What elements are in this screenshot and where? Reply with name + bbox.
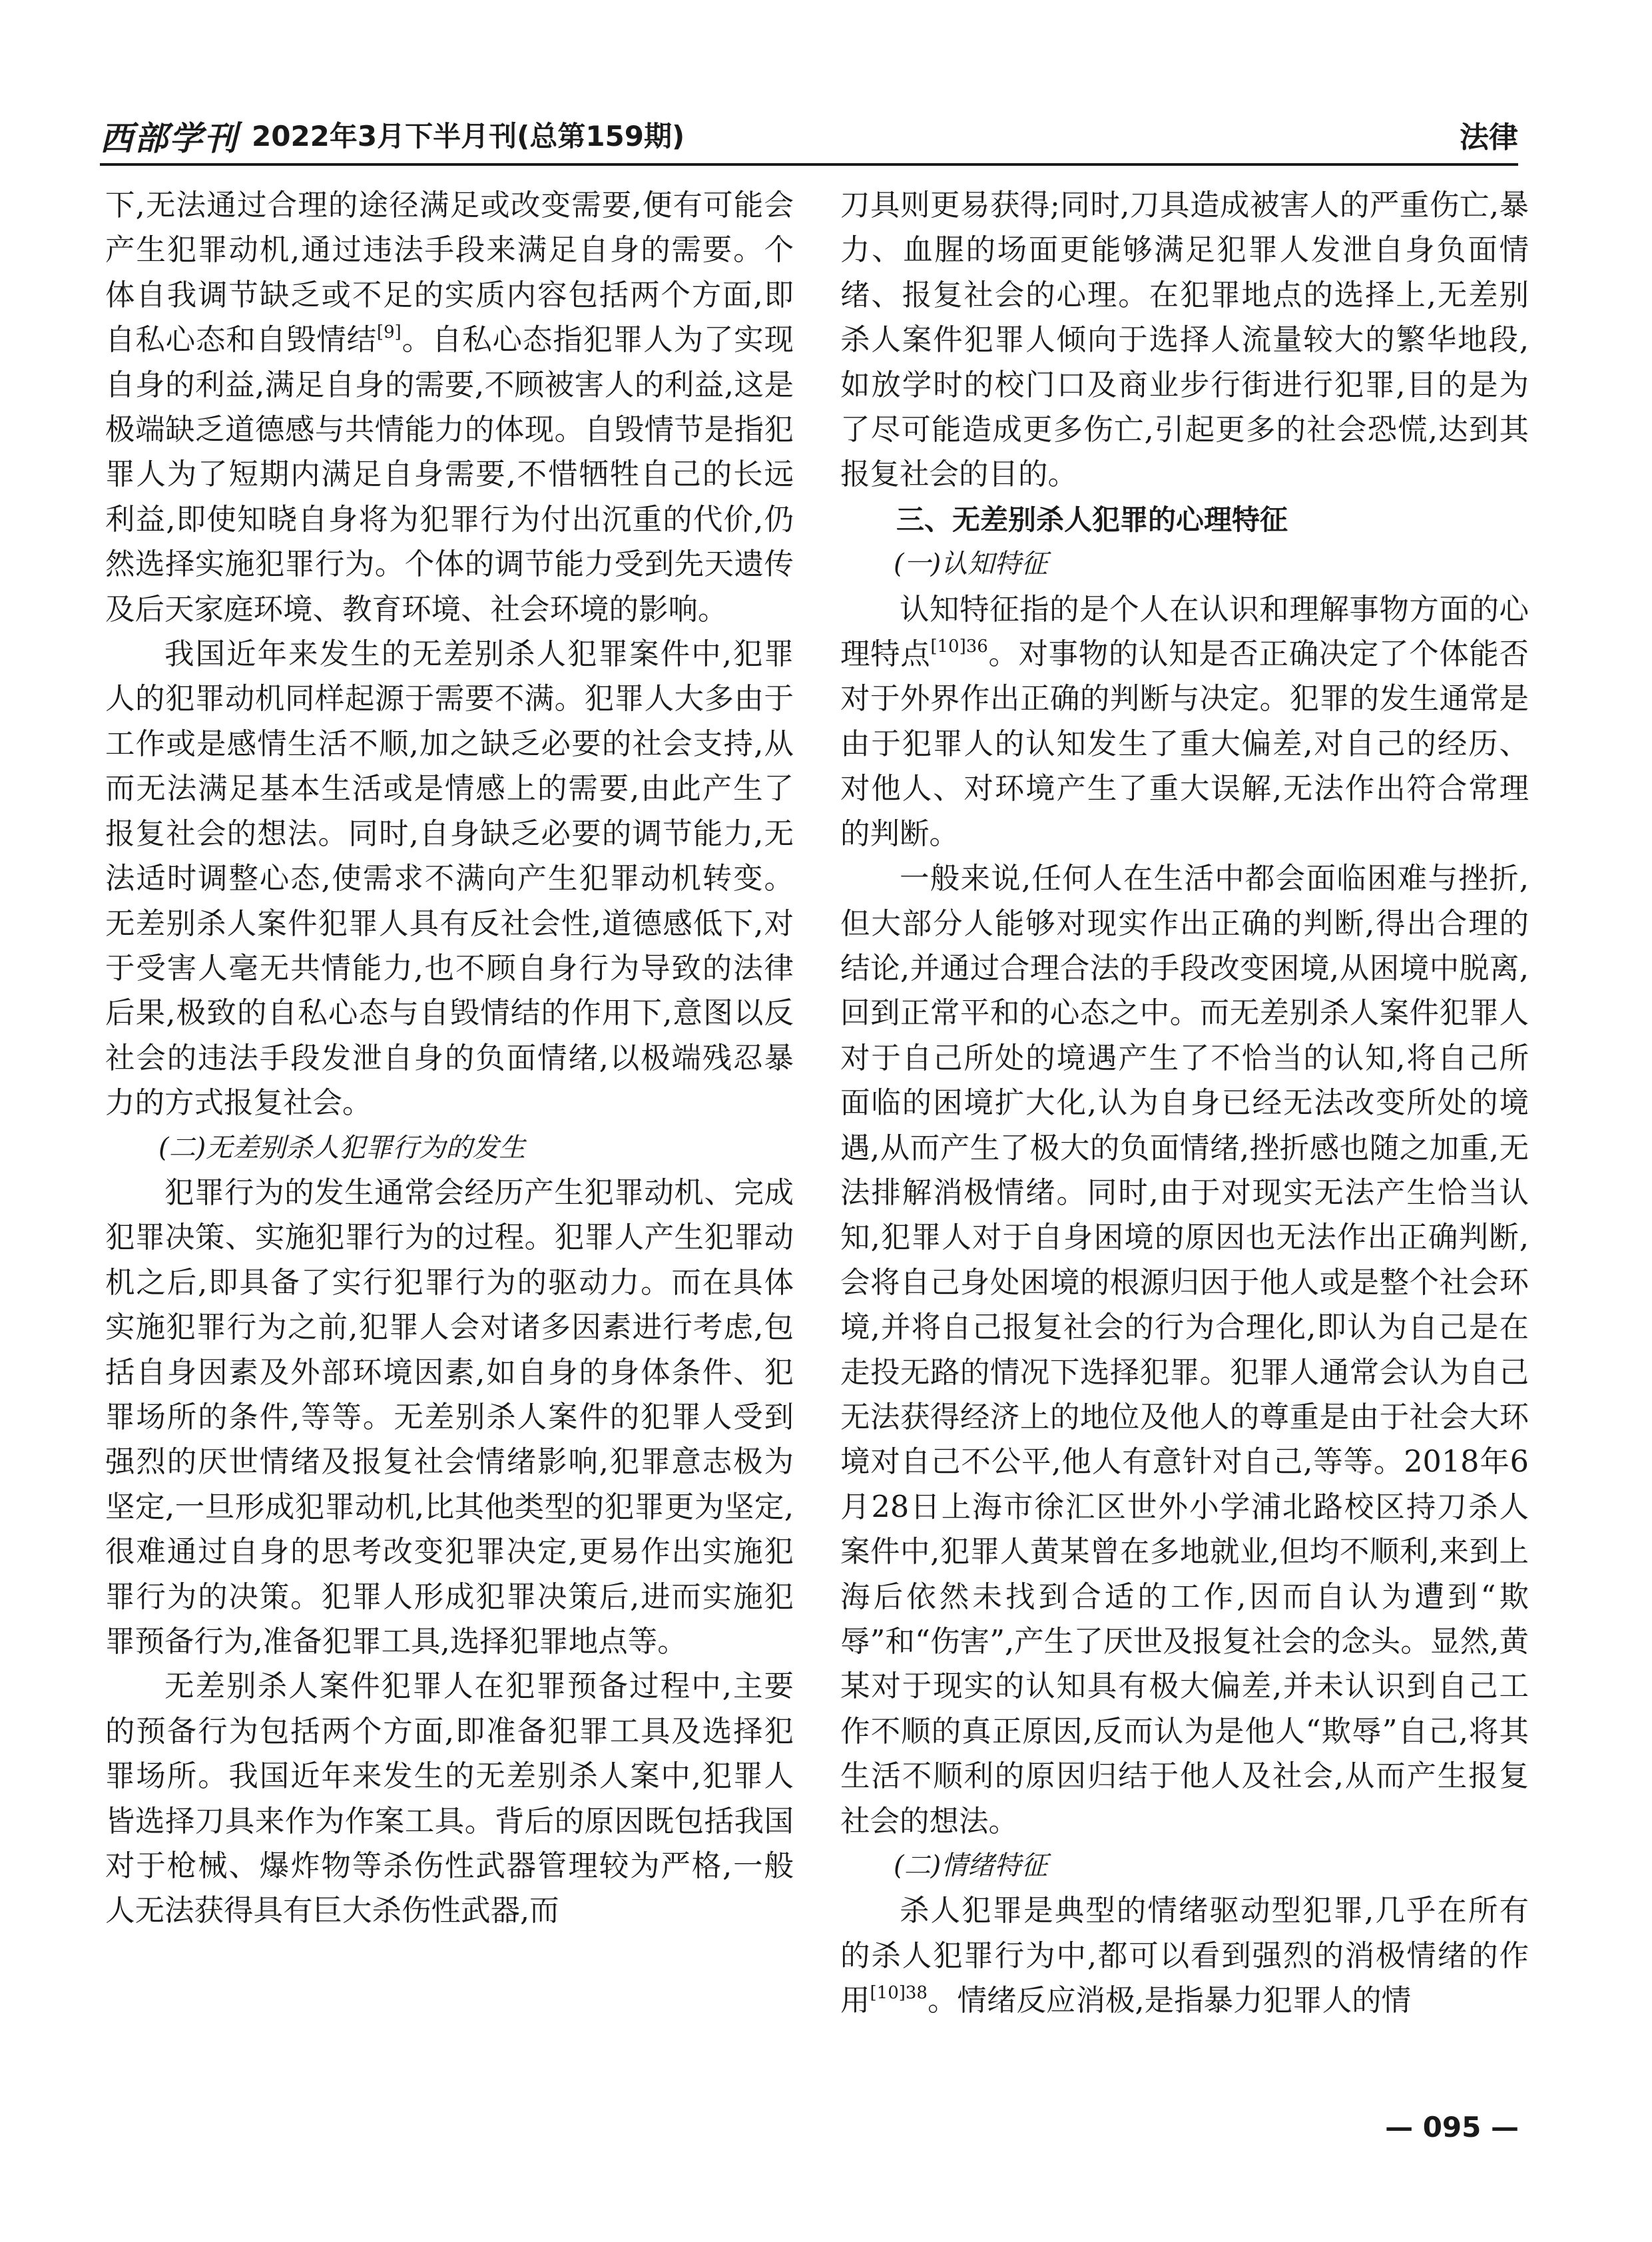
issue-info: 2022年3月下半月刊(总第159期) [252, 120, 685, 152]
paragraph: 犯罪行为的发生通常会经历产生犯罪动机、完成犯罪决策、实施犯罪行为的过程。犯罪人产生犯罪动机之后,即具备了实行犯罪行为的驱动力。而在具体实施犯罪行为之前,犯罪人会对诸多因素进行考虑,包括自身因素及外部环境因素,如自身的身体条件、犯罪场所的条件,等等。无差别杀人案件的犯罪人受到强烈的厌世情绪及报复社会情绪影响,犯罪意志极为坚定,一旦形成犯罪动机,比其他类型的犯罪更为坚定,很难通过自身的思考改变犯罪决定,更易作出实施犯罪行为的决策。犯罪人形成犯罪决策后,进而实施犯罪预备行为,准备犯罪工具,选择犯罪地点等。 [105, 1175, 794, 1659]
subsection-heading: (一)认知特征 [894, 549, 1048, 580]
citation: [10]38 [870, 1983, 928, 2004]
page-header [100, 100, 1518, 166]
header-divider [100, 163, 1518, 166]
section-heading: 三、无差别杀人犯罪的心理特征 [896, 503, 1288, 536]
paragraph: 杀人犯罪是典型的情绪驱动型犯罪,几乎在所有的杀人犯罪行为中,都可以看到强烈的消极情绪的作用$^{[10]38}$。情绪反应消极,是指暴力犯罪人的情 [840, 1894, 1529, 2018]
journal-logo: 西部学刊 [100, 119, 238, 158]
citation: [9] [376, 322, 402, 343]
left-column [105, 183, 794, 1934]
page-number: — 095 — [1385, 2111, 1519, 2143]
subsection-heading: (二)无差别杀人犯罪行为的发生 [158, 1132, 526, 1163]
paragraph: 认知特征指的是个人在认识和理解事物方面的心理特点$^{[10]36}$。对事物的认知是否正确决定了个体能否对于外界作出正确的判断与决定。犯罪的发生通常是由于犯罪人的认知发生了重大偏差,对自己的经历、对他人、对环境产生了重大误解,无法作出符合常理的判断。 [840, 592, 1529, 851]
subsection-heading: (二)情绪特征 [894, 1850, 1048, 1882]
paragraph: 下,无法通过合理的途径满足或改变需要,便有可能会产生犯罪动机,通过违法手段来满足自身的需要。个体自我调节缺乏或不足的实质内容包括两个方面,即自私心态和自毁情结[9]。自私心态指犯罪人为了实现自身的利益,满足自身的需要,不顾被害人的利益,这是极端缺乏道德感与共情能力的体现。自毁情节是指犯罪人为了短期内满足自身需要,不惜牺牲自己的长远利益,即使知晓自身将为犯罪行为付出沉重的代价,仍然选择实施犯罪行为。个体的调节能力受到先天遗传及后天家庭环境、教育环境、社会环境的影响。 [105, 188, 794, 627]
right-column [840, 183, 1529, 2024]
paragraph: 我国近年来发生的无差别杀人犯罪案件中,犯罪人的犯罪动机同样起源于需要不满。犯罪人大多由于工作或是感情生活不顺,加之缺乏必要的社会支持,从而无法满足基本生活或是情感上的需要,由此产生了报复社会的想法。同时,自身缺乏必要的调节能力,无法适时调整心态,使需求不满向产生犯罪动机转变。无差别杀人案件犯罪人具有反社会性,道德感低下,对于受害人毫无共情能力,也不顾自身行为导致的法律后果,极致的自私心态与自毁情结的作用下,意图以反社会的违法手段发泄自身的负面情绪,以极端残忍暴力的方式报复社会。 [105, 637, 794, 1121]
paragraph: 一般来说,任何人在生活中都会面临困难与挫折,但大部分人能够对现实作出正确的判断,得出合理的结论,并通过合理合法的手段改变困境,从困境中脱离,回到正常平和的心态之中。而无差别杀人案件犯罪人对于自己所处的境遇产生了不恰当的认知,将自己所面临的困境扩大化,认为自身已经无法改变所处的境遇,从而产生了极大的负面情绪,挫折感也随之加重,无法排解消极情绪。同时,由于对现实无法产生恰当认知,犯罪人对于自身困境的原因也无法作出正确判断,会将自己身处困境的根源归因于他人或是整个社会环境,并将自己报复社会的行为合理化,即认为自己是在走投无路的情况下选择犯罪。犯罪人通常会认为自己无法获得经济上的地位及他人的尊重是由于社会大环境对自己不公平,他人有意针对自己,等等。2018年6月28日上海市徐汇区世外小学浦北路校区持刀杀人案件中,犯罪人黄某曾在多地就业,但均不顺利,来到上海后依然未找到合适的工作,因而自认为遭到“欺辱”和“伤害”,产生了厌世及报复社会的念头。显然,黄某对于现实的认知具有极大偏差,并未认识到自己工作不顺的真正原因,反而认为是他人“欺辱”自己,将其生活不顺利的原因归结于他人及社会,从而产生报复社会的想法。 [840, 862, 1529, 1838]
section-name: 法律 [1460, 121, 1518, 154]
paragraph: 无差别杀人案件犯罪人在犯罪预备过程中,主要的预备行为包括两个方面,即准备犯罪工具及选择犯罪场所。我国近年来发生的无差别杀人案中,犯罪人皆选择刀具来作为作案工具。背后的原因既包括我国对于枪械、爆炸物等杀伤性武器管理较为严格,一般人无法获得具有巨大杀伤性武器,而 [105, 1669, 794, 1928]
paragraph: 刀具则更易获得;同时,刀具造成被害人的严重伤亡,暴力、血腥的场面更能够满足犯罪人发泄自身负面情绪、报复社会的心理。在犯罪地点的选择上,无差别杀人案件犯罪人倾向于选择人流量较大的繁华地段,如放学时的校门口及商业步行街进行犯罪,目的是为了尽可能造成更多伤亡,引起更多的社会恐慌,达到其报复社会的目的。 [840, 188, 1529, 492]
citation: [10]36 [930, 637, 988, 657]
